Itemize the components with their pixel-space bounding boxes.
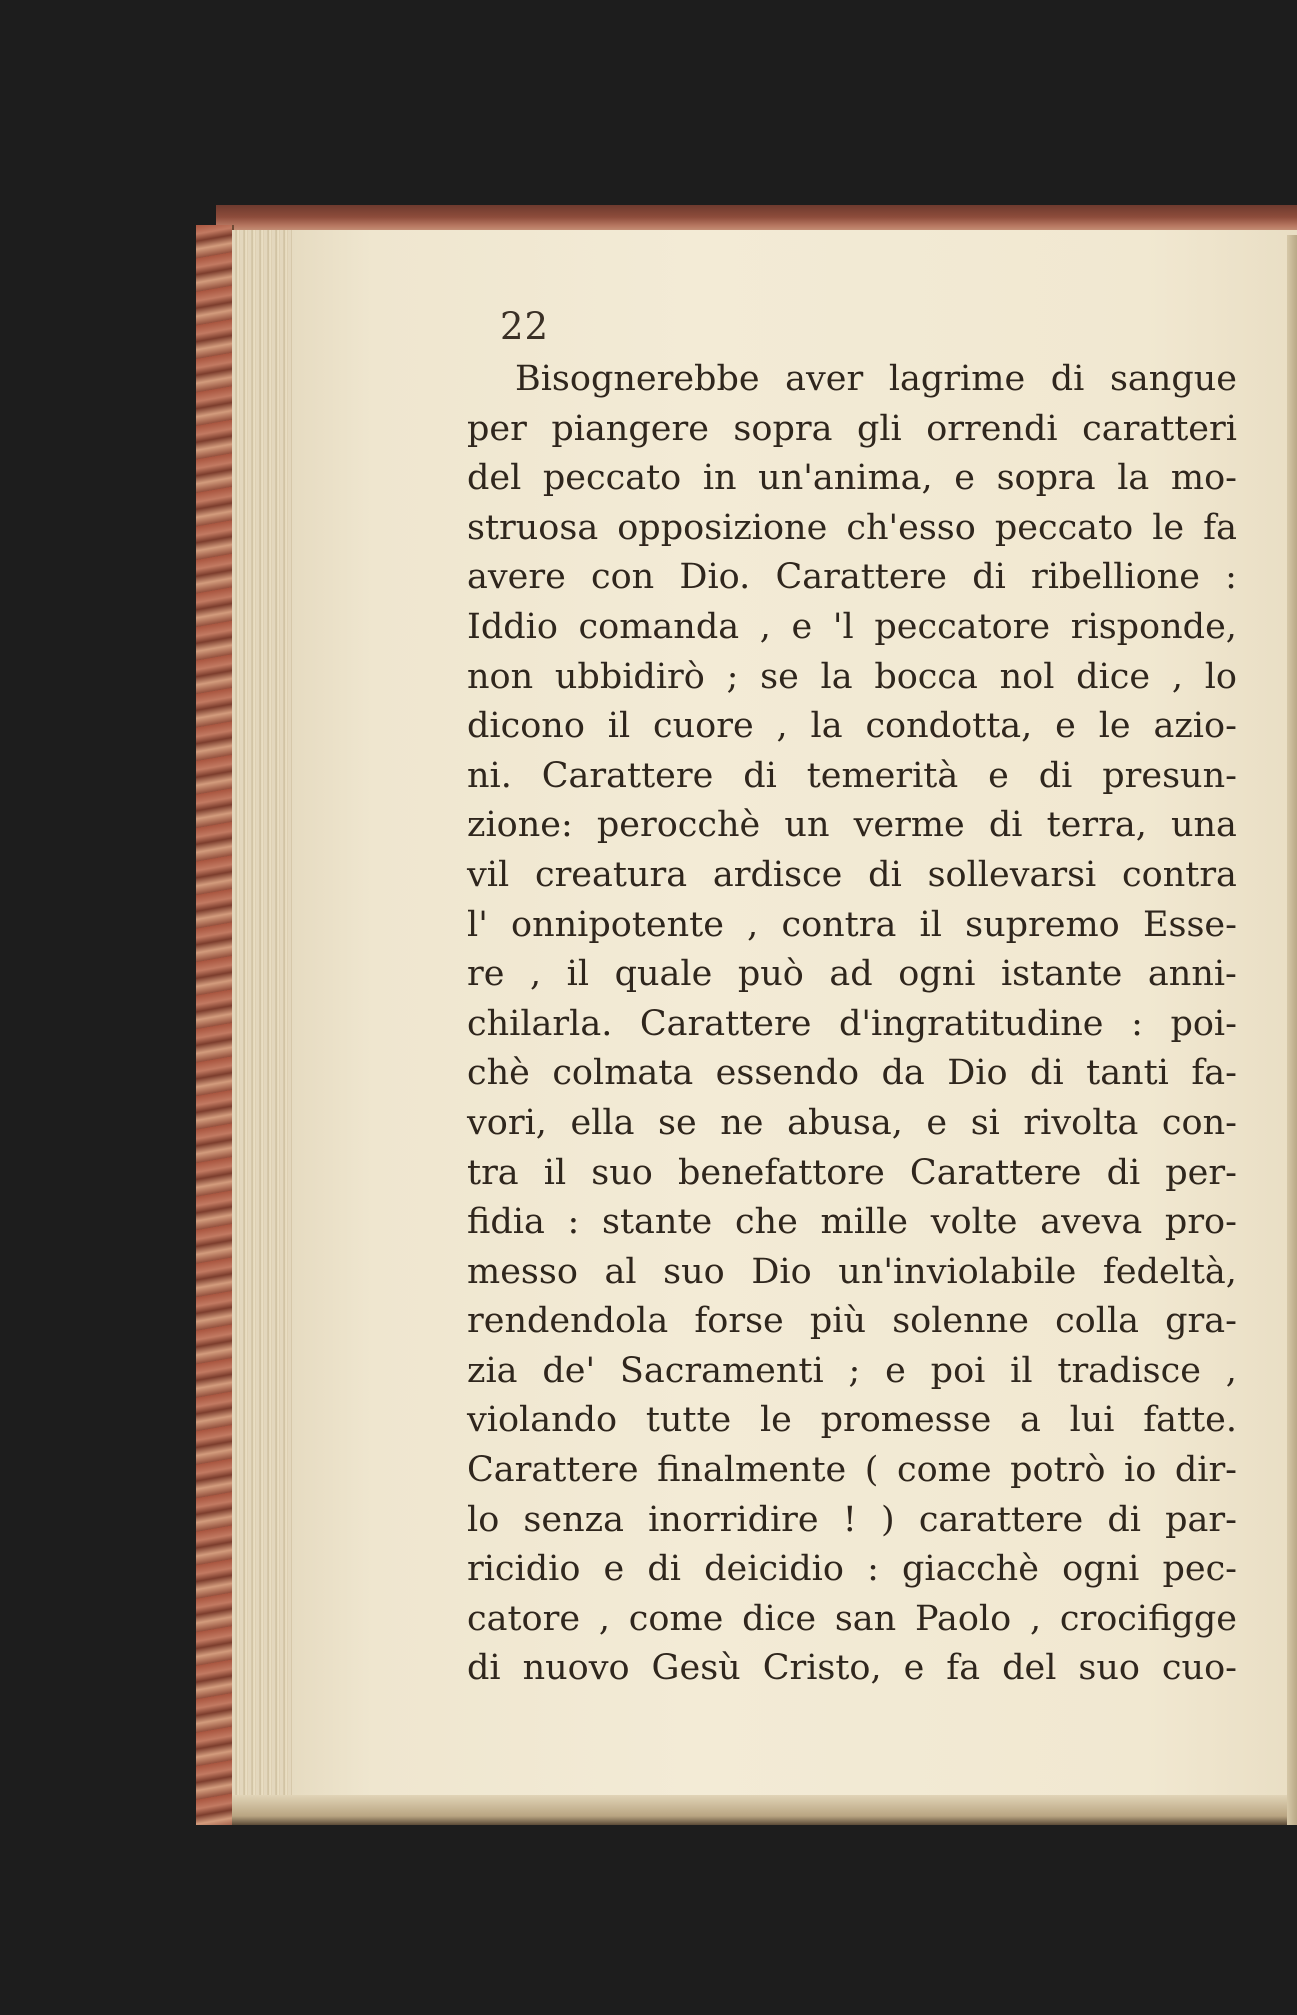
word: cuore: [653, 706, 754, 747]
word: un: [784, 805, 830, 846]
word: ,: [529, 954, 542, 995]
text-line: [467, 454, 1237, 504]
word: temerità: [806, 755, 959, 796]
word: di: [647, 1549, 682, 1590]
word: giacchè: [902, 1549, 1039, 1590]
word: supremo: [965, 904, 1120, 945]
word: quale: [614, 954, 713, 995]
text-line: [467, 405, 1237, 455]
word: forse: [694, 1301, 784, 1342]
word: :: [1131, 1003, 1143, 1044]
word: e: [603, 1549, 625, 1590]
word: dice: [742, 1598, 817, 1639]
word: di: [1038, 755, 1073, 796]
word: la: [1117, 458, 1150, 499]
word: suo: [591, 1152, 653, 1193]
word: Paolo: [914, 1598, 1012, 1639]
word: !: [842, 1499, 857, 1540]
word: come: [897, 1450, 992, 1491]
text-line: [467, 553, 1237, 603]
word: tradisce: [1057, 1350, 1201, 1391]
word: ne: [720, 1102, 764, 1143]
word: stante: [602, 1202, 713, 1243]
word: ella: [570, 1102, 635, 1143]
word: avere: [467, 557, 566, 598]
word: e: [885, 1350, 906, 1391]
text-line: [467, 504, 1237, 554]
word: inorridire: [648, 1499, 819, 1540]
word: ricidio: [467, 1549, 581, 1590]
word: di: [467, 1648, 501, 1689]
word: suo: [663, 1251, 725, 1292]
word: ardisce: [712, 854, 843, 895]
text-line: [467, 1595, 1237, 1645]
word: re: [467, 954, 505, 995]
word: di: [868, 854, 902, 895]
word: suo: [1078, 1648, 1140, 1689]
word: in: [702, 458, 737, 499]
text-line: [467, 1496, 1237, 1546]
word: dicono: [467, 706, 585, 747]
word: 'l: [832, 606, 854, 647]
word: di: [1106, 1152, 1141, 1193]
word: ni.: [467, 755, 512, 796]
word: nol: [999, 656, 1055, 697]
text-line: [467, 1644, 1237, 1694]
word: da: [881, 1053, 925, 1094]
word: tutte: [645, 1400, 732, 1441]
word: Carattere: [775, 557, 947, 598]
word: più: [809, 1301, 867, 1342]
word: pro-: [1164, 1202, 1237, 1243]
word: vori,: [467, 1102, 547, 1143]
word: peccato: [994, 507, 1134, 548]
word: di: [743, 755, 777, 796]
text-line: [467, 752, 1237, 802]
word: ch'esso: [846, 507, 976, 548]
word: Cristo,: [762, 1648, 882, 1689]
word: abusa,: [787, 1102, 903, 1143]
word: tra: [467, 1152, 519, 1193]
word: Gesù: [651, 1648, 741, 1689]
word: lui: [1069, 1400, 1115, 1441]
word: solenne: [892, 1301, 1029, 1342]
word: comanda: [578, 606, 740, 647]
text-line: [467, 950, 1237, 1000]
page-right-edge: [1287, 235, 1297, 1825]
text-line: [467, 1446, 1237, 1496]
word: e: [903, 1648, 925, 1689]
word: senza: [523, 1499, 624, 1540]
word: le: [1152, 507, 1185, 548]
word: gra-: [1165, 1301, 1237, 1342]
word: se: [658, 1102, 697, 1143]
word: rivolta: [1023, 1102, 1139, 1143]
word: terra,: [1046, 805, 1147, 846]
word: con-: [1161, 1102, 1237, 1143]
word: azio-: [1153, 706, 1237, 747]
word: par-: [1165, 1499, 1237, 1540]
word: poi: [930, 1350, 986, 1391]
word: zia: [467, 1350, 518, 1391]
word: ,: [759, 606, 771, 647]
text-line: [467, 801, 1237, 851]
word: Dio.: [679, 557, 751, 598]
word: Carattere: [467, 1450, 639, 1491]
word: aveva: [1040, 1202, 1143, 1243]
word: un'anima,: [758, 458, 933, 499]
word: nuovo: [522, 1648, 630, 1689]
word: a: [1020, 1400, 1041, 1441]
word: ,: [598, 1598, 610, 1639]
text-line: [467, 653, 1237, 703]
marbled-cover-edge: [196, 225, 234, 1825]
word: verme: [853, 805, 965, 846]
word: vil: [467, 854, 510, 895]
word: cuo-: [1161, 1648, 1237, 1689]
word: del: [467, 458, 522, 499]
word: Esse-: [1142, 904, 1237, 945]
word: sopra: [733, 408, 833, 449]
page-edges: [232, 230, 292, 1820]
word: il: [919, 904, 942, 945]
text-line: [467, 1297, 1237, 1347]
word: ubbidirò: [554, 656, 705, 697]
word: il: [543, 1152, 567, 1193]
word: Dio: [751, 1251, 812, 1292]
text-line: [467, 1049, 1237, 1099]
word: e: [926, 1102, 948, 1143]
word: ogni: [1062, 1549, 1140, 1590]
text-line: [467, 1149, 1237, 1199]
word: colmata: [552, 1053, 694, 1094]
word: fa: [946, 1648, 981, 1689]
text-line: [467, 702, 1237, 752]
word: per: [467, 408, 527, 449]
word: tanti: [1086, 1053, 1169, 1094]
word: di: [1030, 1053, 1064, 1094]
word: potrò: [1010, 1450, 1106, 1491]
word: ;: [848, 1350, 861, 1391]
word: promesse: [820, 1400, 992, 1441]
word: poi-: [1170, 1003, 1237, 1044]
word: ;: [726, 656, 739, 697]
word: onnipotente: [511, 904, 724, 945]
word: fa: [1203, 507, 1237, 548]
word: rendendola: [467, 1301, 669, 1342]
word: di: [972, 557, 1006, 598]
word: colla: [1055, 1301, 1140, 1342]
word: di: [988, 805, 1023, 846]
word: benefattore: [677, 1152, 885, 1193]
word: peccatore: [874, 606, 1051, 647]
word: come: [628, 1598, 724, 1639]
word: san: [834, 1598, 897, 1639]
word: fidia: [467, 1202, 545, 1243]
word: lo: [1204, 656, 1237, 697]
word: ,: [776, 706, 788, 747]
word: zione:: [467, 805, 573, 846]
word: deicidio: [704, 1549, 844, 1590]
word: sopra: [996, 458, 1096, 499]
word: ad: [829, 954, 873, 995]
text-line: [467, 1545, 1237, 1595]
word: e: [791, 606, 813, 647]
word: una: [1170, 805, 1237, 846]
word: dice: [1076, 656, 1151, 697]
word: bocca: [874, 656, 978, 697]
word: per-: [1165, 1152, 1237, 1193]
word: creatura: [534, 854, 688, 895]
word: può: [737, 954, 804, 995]
text-line: [467, 1248, 1237, 1298]
word: il: [1010, 1350, 1033, 1391]
word: e: [1055, 706, 1076, 747]
word: ,: [1171, 656, 1183, 697]
word: violando: [467, 1400, 618, 1441]
text-line: [467, 851, 1237, 901]
word: peccato: [542, 458, 682, 499]
word: la: [820, 656, 853, 697]
word: mille: [820, 1202, 908, 1243]
word: opposizione: [617, 507, 828, 548]
word: perocchè: [596, 805, 761, 846]
word: :: [567, 1202, 580, 1243]
word: un'inviolabile: [838, 1251, 1077, 1292]
text-line: [467, 603, 1237, 653]
word: si: [970, 1102, 1000, 1143]
word: fa-: [1191, 1053, 1237, 1094]
word: pec-: [1162, 1549, 1237, 1590]
word: Bisognerebbe: [515, 359, 760, 399]
word: di: [1107, 1499, 1141, 1540]
word: di: [1050, 359, 1085, 399]
word: contra: [1122, 854, 1237, 895]
word: risponde,: [1070, 606, 1237, 647]
word: che: [734, 1202, 798, 1243]
word: ): [881, 1499, 895, 1540]
word: piangere: [551, 408, 709, 449]
word: catore: [467, 1598, 581, 1639]
word: finalmente: [657, 1450, 847, 1491]
word: messo: [467, 1251, 578, 1292]
word: Carattere: [541, 755, 714, 796]
word: ,: [1225, 1350, 1237, 1391]
word: aver: [785, 359, 864, 399]
word: caratteri: [1082, 408, 1237, 449]
word: del: [1002, 1648, 1057, 1689]
word: lo: [467, 1499, 500, 1540]
word: :: [867, 1549, 879, 1590]
word: con: [591, 557, 655, 598]
word: dir-: [1174, 1450, 1237, 1491]
word: Dio: [947, 1053, 1008, 1094]
word: presun-: [1102, 755, 1237, 796]
word: sollevarsi: [927, 854, 1097, 895]
word: il: [566, 954, 590, 995]
word: fedeltà,: [1102, 1251, 1237, 1292]
word: chè: [467, 1053, 530, 1094]
word: sangue: [1109, 359, 1237, 399]
word: Carattere: [639, 1003, 812, 1044]
word: struosa: [467, 507, 599, 548]
word: e: [988, 755, 1009, 796]
text-line: [467, 355, 1237, 405]
word: orrendi: [926, 408, 1058, 449]
word: Iddio: [467, 606, 558, 647]
word: condotta,: [865, 706, 1033, 747]
word: volte: [930, 1202, 1018, 1243]
page-text: [467, 355, 1237, 1694]
word: de': [542, 1350, 596, 1391]
text-line: [467, 1396, 1237, 1446]
word: Sacramenti: [619, 1350, 824, 1391]
word: l': [467, 904, 488, 945]
text-line: [467, 1099, 1237, 1149]
word: al: [604, 1251, 637, 1292]
word: e: [954, 458, 975, 499]
word: lagrime: [888, 359, 1026, 399]
word: le: [1098, 706, 1131, 747]
word: carattere: [918, 1499, 1084, 1540]
word: non: [467, 656, 534, 697]
word: d'ingratitudine: [839, 1003, 1104, 1044]
word: (: [864, 1450, 879, 1491]
word: io: [1124, 1450, 1157, 1491]
word: crocifigge: [1059, 1598, 1237, 1639]
word: ,: [747, 904, 759, 945]
text-line: [467, 1347, 1237, 1397]
word: se: [760, 656, 799, 697]
page-bottom-edge: [232, 1795, 1297, 1825]
word: chilarla.: [467, 1003, 613, 1044]
word: ribellione: [1031, 557, 1200, 598]
word: ,: [1029, 1598, 1042, 1639]
word: le: [759, 1400, 792, 1441]
word: la: [810, 706, 843, 747]
word: gli: [856, 408, 902, 449]
text-line: [467, 901, 1237, 951]
word: mo-: [1170, 458, 1237, 499]
word: :: [1225, 557, 1237, 598]
word: istante: [1000, 954, 1123, 995]
word: il: [607, 706, 631, 747]
text-line: [467, 1198, 1237, 1248]
word: anni-: [1147, 954, 1237, 995]
word: essendo: [715, 1053, 860, 1094]
page-number: 22: [500, 305, 550, 348]
word: contra: [781, 904, 897, 945]
word: fatte.: [1143, 1400, 1237, 1441]
word: Carattere: [909, 1152, 1082, 1193]
word: ogni: [898, 954, 976, 995]
text-line: [467, 1000, 1237, 1050]
